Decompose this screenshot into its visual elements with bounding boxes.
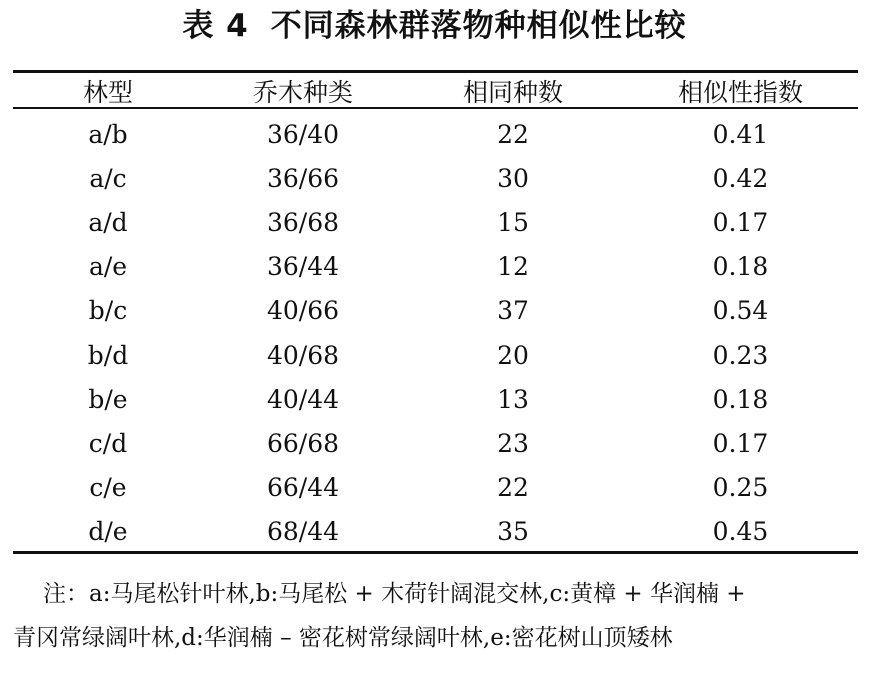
header-shared-species: 相同种数	[462, 78, 563, 107]
cell-forest-type: b/e	[88, 384, 128, 414]
table-note	[13, 572, 861, 660]
cell-forest-type: a/d	[88, 207, 128, 237]
header-rule	[13, 107, 858, 109]
cell-shared-species: 20	[497, 340, 529, 370]
cell-similarity-index: 0.17	[712, 428, 769, 458]
table-body	[13, 112, 858, 554]
table-row	[13, 333, 858, 377]
cell-tree-species: 68/44	[266, 517, 340, 547]
note-line-1: 注：a:马尾松针叶林,b:马尾松 + 木荷针阔混交林,c:黄樟 + 华润楠 +	[43, 581, 746, 607]
cell-similarity-index: 0.25	[712, 473, 769, 503]
note-line-2: 青冈常绿阔叶林,d:华润楠 – 密花树常绿阔叶林,e:密花树山顶矮林	[13, 625, 673, 651]
cell-shared-species: 12	[497, 252, 529, 282]
cell-similarity-index: 0.41	[712, 119, 769, 149]
table-row	[13, 200, 858, 244]
table-row	[13, 510, 858, 554]
header-tree-species: 乔木种类	[252, 78, 353, 107]
cell-similarity-index: 0.42	[712, 163, 769, 193]
table-row	[13, 466, 858, 510]
table-header	[13, 73, 858, 109]
cell-tree-species: 40/66	[266, 296, 340, 326]
cell-tree-species: 66/68	[266, 428, 340, 458]
cell-similarity-index: 0.45	[712, 517, 769, 547]
cell-similarity-index: 0.54	[712, 296, 769, 326]
cell-forest-type: b/d	[87, 340, 129, 370]
cell-forest-type: b/c	[88, 296, 128, 326]
cell-similarity-index: 0.17	[712, 207, 769, 237]
cell-tree-species: 36/44	[266, 252, 340, 282]
cell-shared-species: 22	[497, 473, 529, 503]
table-caption: 不同森林群落物种相似性比较	[270, 8, 687, 44]
cell-tree-species: 36/40	[266, 119, 340, 149]
cell-similarity-index: 0.18	[712, 252, 769, 282]
cell-tree-species: 40/44	[266, 384, 340, 414]
cell-forest-type: a/c	[89, 163, 127, 193]
table-row	[13, 245, 858, 289]
cell-shared-species: 15	[497, 207, 529, 237]
cell-similarity-index: 0.18	[712, 384, 769, 414]
cell-tree-species: 40/68	[266, 340, 340, 370]
table-row	[13, 156, 858, 200]
cell-similarity-index: 0.23	[712, 340, 769, 370]
data-table	[13, 112, 858, 554]
cell-shared-species: 35	[497, 517, 529, 547]
cell-shared-species: 23	[497, 428, 529, 458]
table-row	[13, 421, 858, 465]
table-title	[0, 6, 869, 46]
cell-shared-species: 22	[497, 119, 529, 149]
cell-tree-species: 36/68	[266, 207, 340, 237]
cell-shared-species: 30	[497, 163, 529, 193]
cell-forest-type: d/e	[88, 517, 128, 547]
cell-forest-type: c/d	[88, 428, 128, 458]
table-row	[13, 289, 858, 333]
cell-forest-type: a/e	[88, 252, 128, 282]
cell-tree-species: 36/66	[266, 163, 340, 193]
cell-shared-species: 37	[497, 296, 529, 326]
header-forest-type: 林型	[82, 78, 133, 107]
cell-forest-type: a/b	[88, 119, 128, 149]
cell-forest-type: c/e	[89, 473, 127, 503]
bottom-rule	[13, 551, 858, 554]
table-row	[13, 112, 858, 156]
cell-shared-species: 13	[497, 384, 529, 414]
cell-tree-species: 66/44	[266, 473, 340, 503]
table-row	[13, 377, 858, 421]
table-number: 表 4	[182, 8, 249, 44]
header-row	[13, 73, 858, 109]
header-similarity-index: 相似性指数	[677, 78, 803, 107]
